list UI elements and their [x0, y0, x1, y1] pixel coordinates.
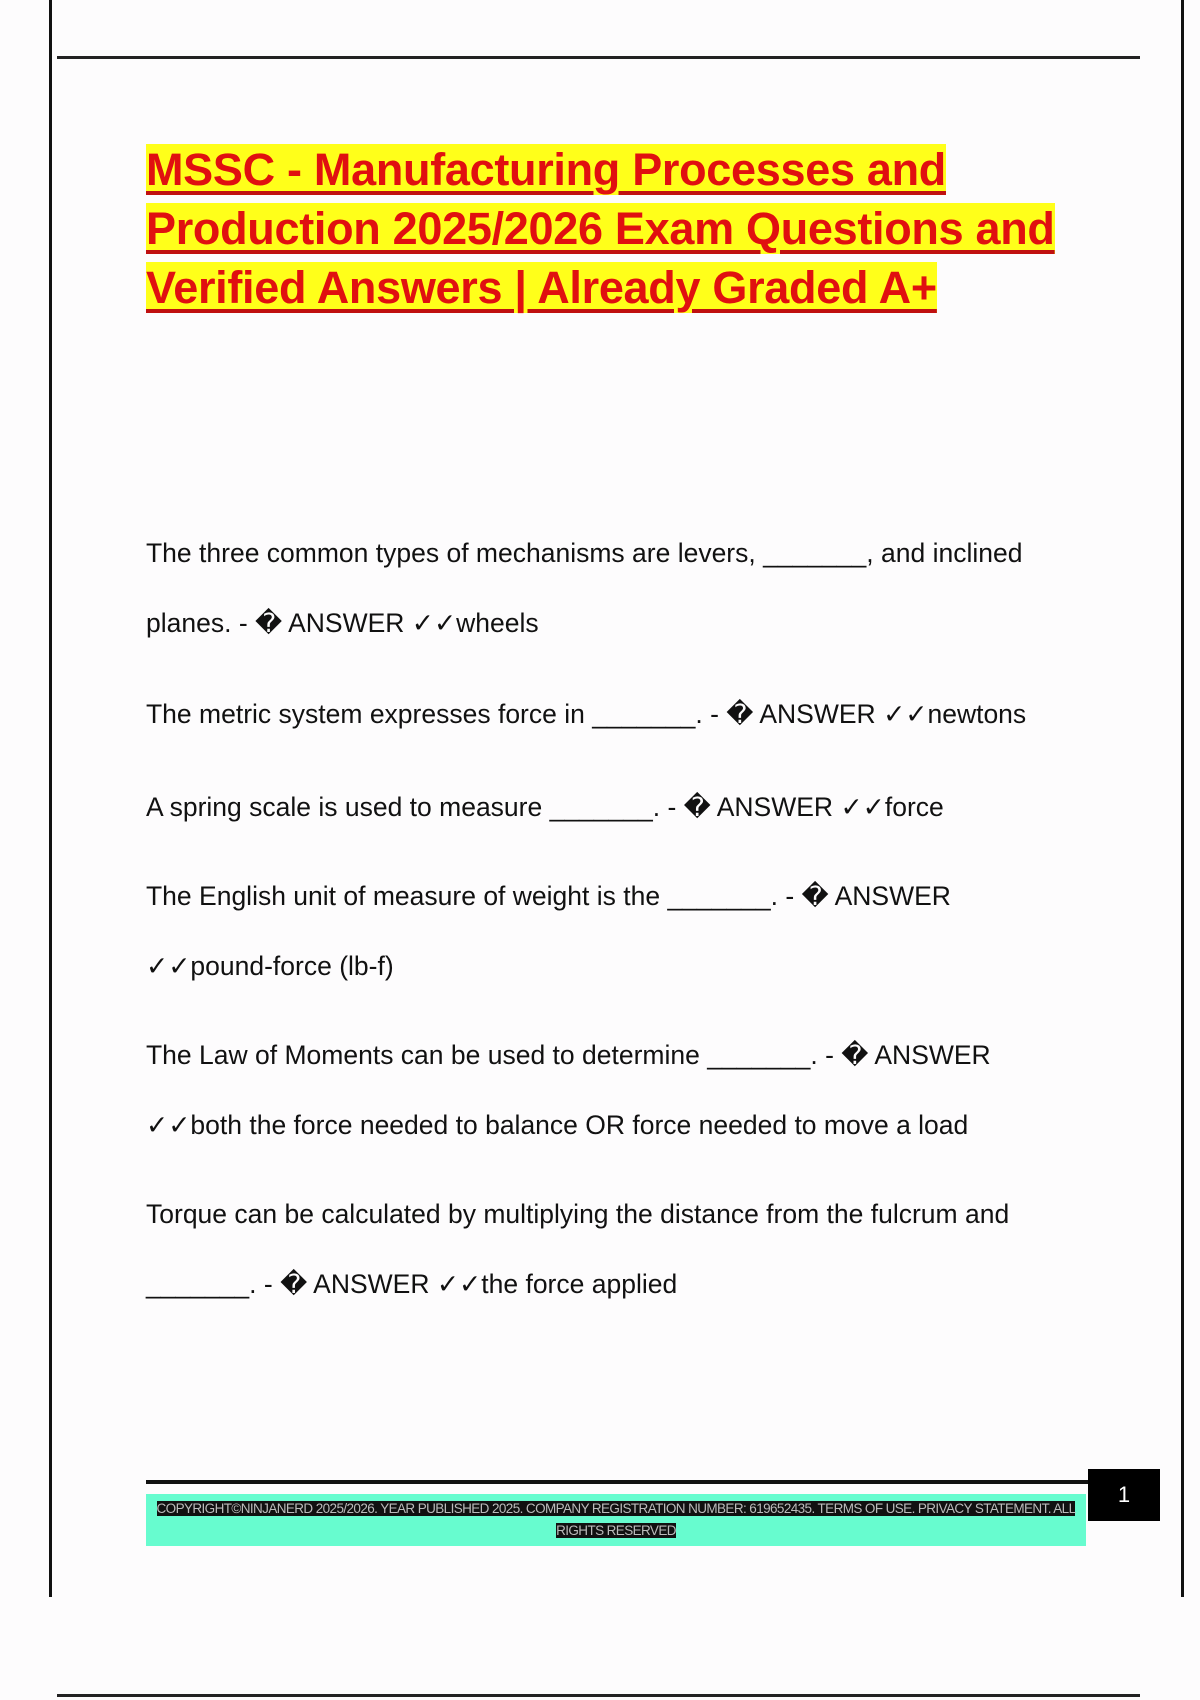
qa-item	[146, 1020, 1046, 1160]
answer: ✓✓newtons	[883, 699, 1027, 729]
footer-rule	[146, 1480, 1091, 1484]
document-title	[146, 140, 1066, 317]
answer: ✓✓force	[840, 792, 944, 822]
title-text: MSSC - Manufacturing Processes and Production 2025/2026 Exam Questions and Verified Answers | Already Graded A+	[146, 144, 1055, 313]
header-rule	[57, 56, 1140, 59]
question: Torque can be calculated by multiplying the distance from the fulcrum and _______. - � ANSWER	[146, 1199, 1010, 1299]
page-number: 1	[1088, 1469, 1160, 1521]
answer: ✓✓both the force needed to balance OR force needed to move a load	[146, 1110, 969, 1140]
qa-item	[146, 518, 1076, 658]
question: The metric system expresses force in _______. - � ANSWER	[146, 699, 876, 729]
page-right-border	[1181, 0, 1184, 1597]
question: The three common types of mechanisms are levers, _______, and inclined planes. - � ANSWER	[146, 538, 1023, 638]
next-page-rule	[57, 1694, 1140, 1697]
question: The Law of Moments can be used to determine _______. - � ANSWER	[146, 1040, 991, 1070]
answer: ✓✓wheels	[411, 608, 539, 638]
qa-item	[146, 772, 1076, 842]
question: A spring scale is used to measure _______. - � ANSWER	[146, 792, 834, 822]
page-left-border	[49, 0, 52, 1597]
answer: ✓✓pound-force (lb-f)	[146, 951, 394, 981]
copyright-text: COPYRIGHT©NINJANERD 2025/2026. YEAR PUBLISHED 2025. COMPANY REGISTRATION NUMBER: 619652435. TERMS OF USE. PRIVACY STATEMENT. ALL RIGHTS RESERVED	[156, 1501, 1076, 1538]
question: The English unit of measure of weight is the _______. - � ANSWER	[146, 881, 951, 911]
answer: ✓✓the force applied	[436, 1269, 678, 1299]
qa-item	[146, 861, 1026, 1001]
qa-item	[146, 1179, 1076, 1319]
copyright-band	[146, 1494, 1086, 1546]
qa-item	[146, 679, 1076, 749]
